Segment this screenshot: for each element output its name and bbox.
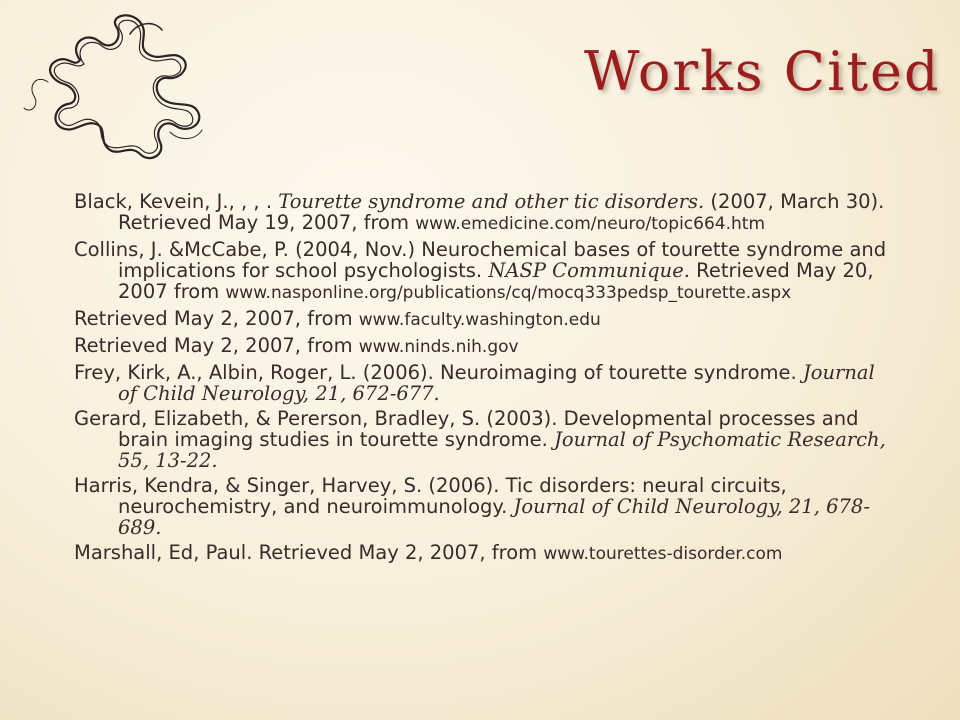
reference-item (74, 408, 894, 471)
reference-url: www.faculty.washington.edu (358, 310, 601, 330)
reference-item (74, 239, 894, 304)
reference-item (74, 475, 894, 538)
reference-title: Tourette syndrome and other tic disorders. (278, 190, 705, 213)
reference-text: Retrieved May 2, 2007, from (74, 334, 359, 357)
page-title: Works Cited (584, 40, 941, 103)
reference-item (74, 542, 894, 565)
reference-item (74, 335, 894, 358)
reference-text: Collins, J. &McCabe, P. (2004, Nov.) Neurochemical bases of tourette syndrome and implications for school psychologists. (74, 238, 887, 282)
reference-item (74, 191, 894, 235)
reference-item (74, 362, 894, 404)
reference-url: www.tourettes-disorder.com (543, 544, 783, 564)
reference-url: www.emedicine.com/neuro/topic664.htm (415, 214, 766, 234)
reference-text: Black, Kevein, J., , , . (74, 190, 279, 213)
reference-journal: NASP Communique. (488, 259, 690, 282)
reference-journal: Journal of Child Neurology, 21, 678-689. (118, 495, 870, 539)
reference-url: www.nasponline.org/publications/cq/mocq333pedsp_tourette.aspx (225, 283, 792, 303)
reference-text: (2007, March 30). Retrieved May 19, 2007, from (118, 190, 885, 234)
reference-text: Retrieved May 20, 2007 from (118, 259, 874, 303)
reference-text: Frey, Kirk, A., Albin, Roger, L. (2006). Neuroimaging of tourette syndrome. (74, 361, 803, 384)
reference-text: Retrieved May 2, 2007, from (74, 307, 359, 330)
reference-text: Gerard, Elizabeth, & Pererson, Bradley, S. (2003). Developmental processes and brain imaging studies in tourette syndrome. (74, 407, 859, 451)
puzzle-piece-outline-icon (20, 12, 220, 172)
reference-journal: Journal of Child Neurology, 21, 672-677. (118, 361, 875, 405)
reference-item (74, 308, 894, 331)
reference-text: Marshall, Ed, Paul. Retrieved May 2, 2007, from (74, 541, 544, 564)
reference-url: www.ninds.nih.gov (358, 337, 519, 357)
reference-text: Harris, Kendra, & Singer, Harvey, S. (2006). Tic disorders: neural circuits, neurochemistry, and neuroimmunology. (74, 474, 787, 518)
references-list (74, 191, 894, 569)
reference-journal: Journal of Psychomatic Research, 55, 13-22. (118, 428, 886, 472)
